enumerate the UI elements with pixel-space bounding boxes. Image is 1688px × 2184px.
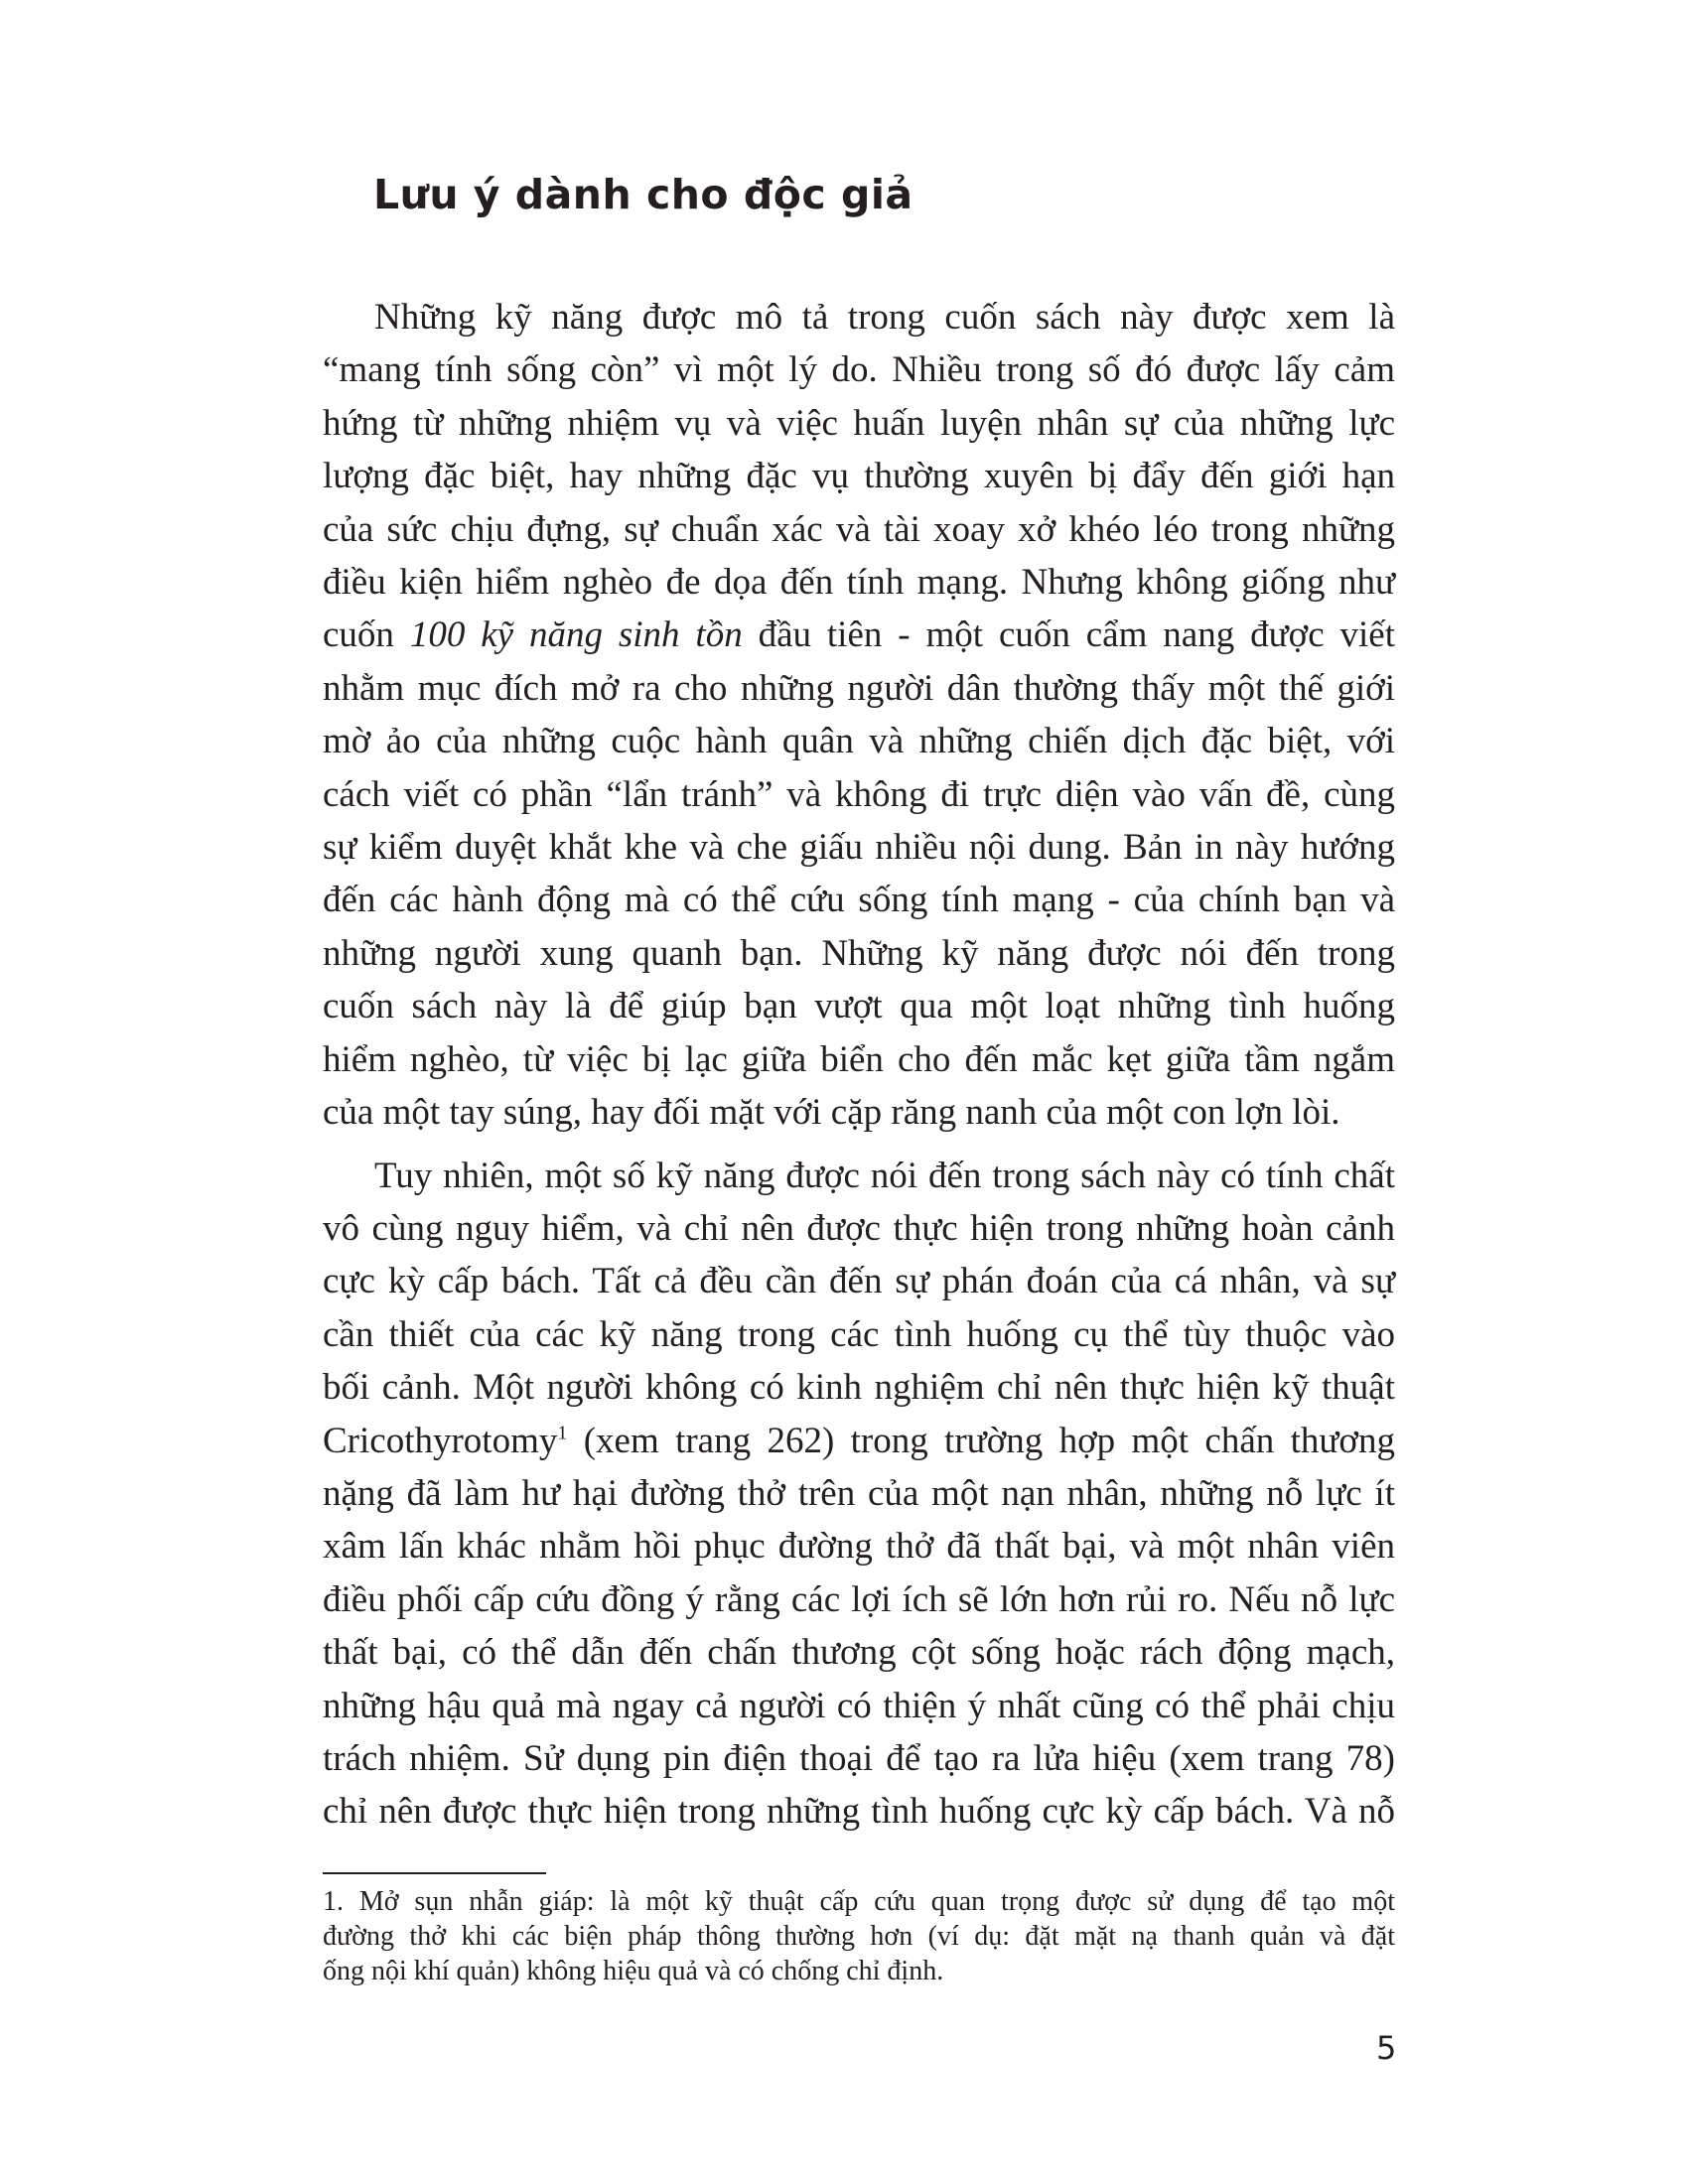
text-line: cực kỳ cấp bách. Tất cả đều cần đến sự phán đoán của cá nhân, và sự [323,1261,1395,1302]
text-line: mờ ảo của những cuộc hành quân và những chiến dịch đặc biệt, với [323,721,1395,762]
text-line: nhằm mục đích mở ra cho những người dân thường thấy một thế giới [323,667,1395,709]
text-line: hiểm nghèo, từ việc bị lạc giữa biển cho đến mắc kẹt giữa tầm ngắm [323,1038,1395,1080]
text-line: Những kỹ năng được mô tả trong cuốn sách này được xem là [374,297,1395,338]
text-line: những người xung quanh bạn. Những kỹ năng được nói đến trong [323,932,1395,974]
footnote-line: ống nội khí quản) không hiệu quả và có chống chỉ định. [323,1956,944,1986]
section-title: Lưu ý dành cho độc giả [373,171,914,218]
text-line: điều phối cấp cứu đồng ý rằng các lợi ích sẽ lớn hơn rủi ro. Nếu nỗ lực [323,1578,1395,1620]
text-line: lượng đặc biệt, hay những đặc vụ thường xuyên bị đẩy đến giới hạn [323,456,1395,497]
text-line: cuốn sách này là để giúp bạn vượt qua một loạt những tình huống [323,986,1395,1027]
text-line: hứng từ những nhiệm vụ và việc huấn luyện nhân sự của những lực [323,402,1395,444]
footnote-reference: 1 [557,1422,568,1444]
text-line: chỉ nên được thực hiện trong những tình huống cực kỳ cấp bách. Và nỗ [323,1791,1395,1833]
text-line: thất bại, có thể dẫn đến chấn thương cột sống hoặc rách động mạch, [323,1632,1395,1674]
text-fragment: cuốn [323,614,410,656]
footnote-divider [323,1872,546,1874]
text-line [323,1415,1395,1467]
text-line: nặng đã làm hư hại đường thở trên của một nạn nhân, những nỗ lực ít [323,1472,1395,1514]
text-line: của sức chịu đựng, sự chuẩn xác và tài xoay xở khéo léo trong những [323,508,1395,550]
text-fragment: Cricothyrotomy [323,1420,558,1461]
text-line: “mang tính sống còn” vì một lý do. Nhiều trong số đó được lấy cảm [323,349,1395,391]
text-line: xâm lấn khác nhằm hồi phục đường thở đã thất bại, và một nhân viên [323,1526,1395,1568]
footnote [323,1884,1395,1988]
text-line: vô cùng nguy hiểm, và chỉ nên được thực hiện trong những hoàn cảnh [323,1207,1395,1249]
body-text [323,291,1395,1839]
text-fragment: đầu tiên - một cuốn cẩm nang được viết [742,614,1395,656]
text-line: sự kiểm duyệt khắt khe và che giấu nhiều nội dung. Bản in này hướng [323,827,1395,869]
text-line: của một tay súng, hay đối mặt với cặp răng nanh của một con lợn lòi. [323,1092,1340,1134]
footnote-line: đường thở khi các biện pháp thông thường hơn (ví dụ: đặt mặt nạ thanh quản và đặt [323,1921,1395,1952]
text-line: bối cảnh. Một người không có kinh nghiệm chỉ nên thực hiện kỹ thuật [323,1367,1395,1409]
text-line: cần thiết của các kỹ năng trong các tình huống cụ thể tùy thuộc vào [323,1313,1395,1355]
paragraph-1 [323,291,1395,1140]
text-line: điều kiện hiểm nghèo đe dọa đến tính mạng. Nhưng không giống như [323,562,1395,604]
text-line: đến các hành động mà có thể cứu sống tính mạng - của chính bạn và [323,880,1395,921]
paragraph-2 [323,1150,1395,1839]
text-fragment: (xem trang 262) trong trường hợp một chấn thương [567,1420,1395,1461]
text-line: cách viết có phần “lẩn tránh” và không đi trực diện vào vấn đề, cùng [323,773,1395,815]
text-line: Tuy nhiên, một số kỹ năng được nói đến trong sách này có tính chất [374,1155,1395,1196]
footnote-line: 1. Mở sụn nhẫn giáp: là một kỹ thuật cấp cứu quan trọng được sử dụng để tạo một [323,1886,1395,1917]
text-line [323,609,1395,661]
page-number: 5 [1376,2029,1397,2067]
text-line: trách nhiệm. Sử dụng pin điện thoại để tạo ra lửa hiệu (xem trang 78) [323,1737,1395,1779]
book-title-italic: 100 kỹ năng sinh tồn [409,614,743,656]
text-line: những hậu quả mà ngay cả người có thiện ý nhất cũng có thể phải chịu [323,1685,1395,1726]
